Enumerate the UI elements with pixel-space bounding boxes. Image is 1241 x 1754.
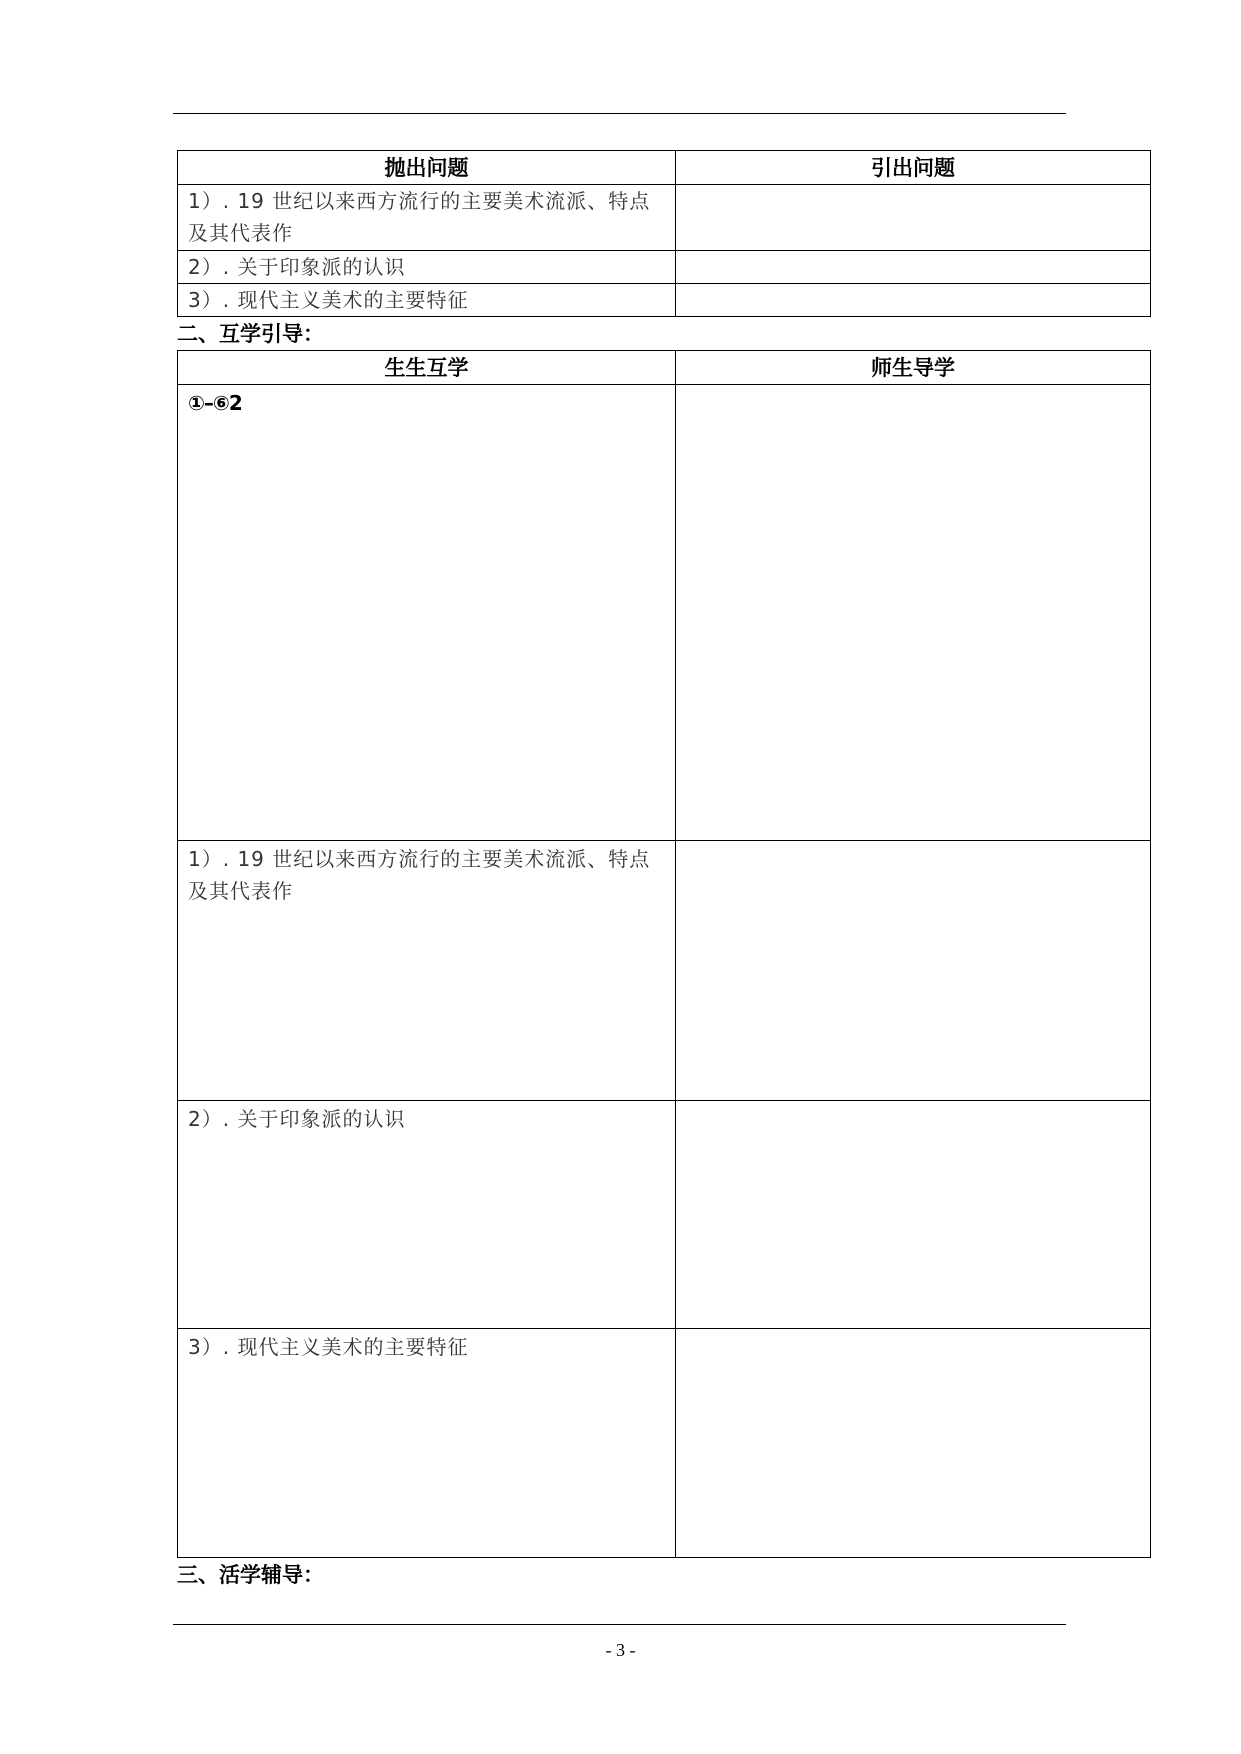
mutual-learning-table bbox=[177, 350, 1151, 1558]
table-row bbox=[178, 841, 1151, 1101]
table-header-row bbox=[178, 351, 1151, 385]
answer-cell bbox=[676, 385, 1151, 841]
answer-cell bbox=[676, 1101, 1151, 1329]
question-cell: 1）. 19 世纪以来西方流行的主要美术流派、特点及其代表作 bbox=[178, 841, 676, 1101]
footer-rule bbox=[173, 1624, 1066, 1625]
question-cell: 2）. 关于印象派的认识 bbox=[178, 251, 676, 284]
question-cell: 3）. 现代主义美术的主要特征 bbox=[178, 284, 676, 317]
question-cell: 1）. 19 世纪以来西方流行的主要美术流派、特点及其代表作 bbox=[178, 185, 676, 251]
table-header-row bbox=[178, 151, 1151, 185]
table-row bbox=[178, 385, 1151, 841]
answer-cell bbox=[676, 1329, 1151, 1558]
table-row bbox=[178, 185, 1151, 251]
question-cell: 3）. 现代主义美术的主要特征 bbox=[178, 1329, 676, 1558]
column-header-pose-question: 抛出问题 bbox=[178, 151, 676, 185]
column-header-peer-learning: 生生互学 bbox=[178, 351, 676, 385]
answer-cell bbox=[676, 251, 1151, 284]
table-row bbox=[178, 284, 1151, 317]
questions-table bbox=[177, 150, 1151, 317]
table-row bbox=[178, 1329, 1151, 1558]
overlapped-marker-cell: ①–⑥2 bbox=[178, 385, 676, 841]
header-rule bbox=[173, 113, 1066, 114]
section-heading: 三、活学辅导： bbox=[177, 1563, 324, 1587]
column-header-teacher-guidance: 师生导学 bbox=[676, 351, 1151, 385]
section-heading: 二、互学引导： bbox=[177, 322, 324, 346]
page-number: - 3 - bbox=[605, 1640, 636, 1660]
answer-cell bbox=[676, 841, 1151, 1101]
table-row bbox=[178, 1101, 1151, 1329]
answer-cell bbox=[676, 185, 1151, 251]
answer-cell bbox=[676, 284, 1151, 317]
question-cell: 2）. 关于印象派的认识 bbox=[178, 1101, 676, 1329]
table-row bbox=[178, 251, 1151, 284]
column-header-lead-question: 引出问题 bbox=[676, 151, 1151, 185]
